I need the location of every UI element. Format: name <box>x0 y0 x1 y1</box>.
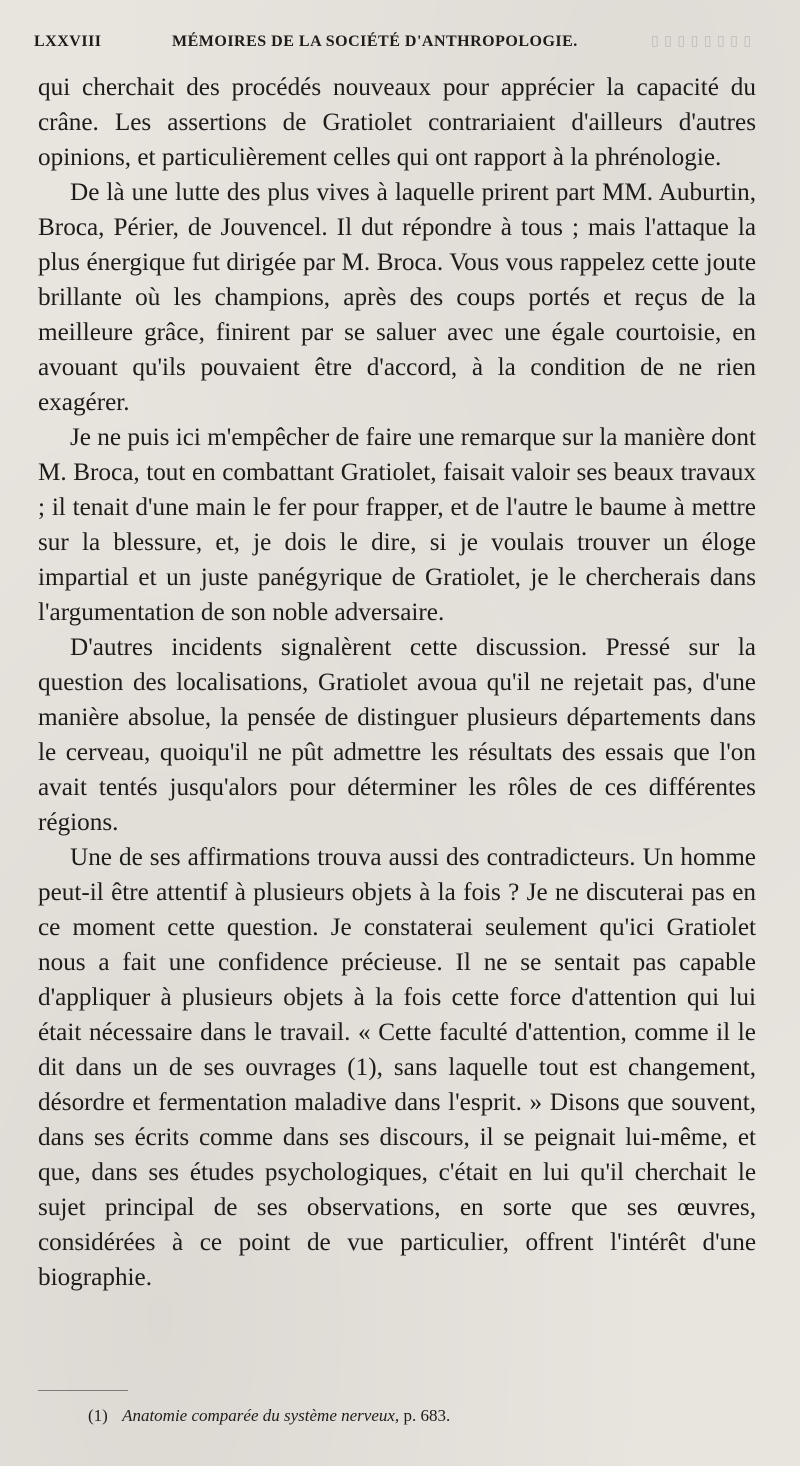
paragraph-5: Une de ses affirmations trouva aussi des contradicteurs. Un homme peut-il être attentif à plusieurs objets à la fois ? Je ne discuterai pas en ce moment cette question. Je constaterai seulement qu'ici Gratiolet nous a fait une confidence précieuse. Il ne se sentait pas capable d'appliquer à plusieurs objets à la fois cette force d'attention qui lui était nécessaire dans le travail. « Cette faculté d'attention, comme il le dit dans un de ses ouvrages (1), sans laquelle tout est changement, désordre et fermentation maladive dans l'esprit. » Disons que souvent, dans ses écrits comme dans ses discours, il se peignait lui-même, et que, dans ses études psychologiques, c'était en lui qu'il cherchait le sujet principal de ses observations, en sorte que ses œuvres, considérées à ce point de vue particulier, offrent l'intérêt d'une biographie. <box>38 844 756 1291</box>
body-text <box>38 70 756 1295</box>
footnote-marker: (1) <box>88 1406 108 1425</box>
running-head <box>34 33 764 57</box>
footnote-page: p. 683. <box>403 1406 451 1425</box>
footnote-rule <box>38 1390 128 1391</box>
show-through-text: ▯ ▯ ▯ ▯ ▯ ▯ ▯ ▯ <box>650 34 752 49</box>
footnote-title: Anatomie comparée du système nerveux, <box>122 1406 400 1425</box>
paragraph-1: qui cherchait des procédés nouveaux pour apprécier la capacité du crâne. Les assertions de Gratiolet contrariaient d'ailleurs d'autres opinions, et particulièrement celles qui ont rapport à la phrénologie. <box>38 74 756 171</box>
paragraph-4: D'autres incidents signalèrent cette discussion. Pressé sur la question des localisations, Gratiolet avoua qu'il ne rejetait pas, d'une manière absolue, la pensée de distinguer plusieurs départements dans le cerveau, quoiqu'il ne pût admettre les résultats des essais que l'on avait tentés jusqu'alors pour déterminer les rôles de ces différentes régions. <box>38 634 756 836</box>
paragraph-2: De là une lutte des plus vives à laquelle prirent part MM. Auburtin, Broca, Périer, de Jouvencel. Il dut répondre à tous ; mais l'attaque la plus énergique fut dirigée par M. Broca. Vous vous rappelez cette joute brillante où les champions, après des coups portés et reçus de la meilleure grâce, finirent par se saluer avec une égale courtoisie, en avouant qu'ils pouvaient être d'accord, à la condition de ne rien exagérer. <box>38 179 756 416</box>
footnote <box>88 1405 450 1427</box>
paragraph-3: Je ne puis ici m'empêcher de faire une remarque sur la manière dont M. Broca, tout en combattant Gratiolet, faisait valoir ses beaux travaux ; il tenait d'une main le fer pour frapper, et de l'autre le baume à mettre sur la blessure, et, je dois le dire, si je voulais trouver un éloge impartial et un juste panégyrique de Gratiolet, je le chercherais dans l'argumentation de son noble adversaire. <box>38 424 756 626</box>
running-title: MÉMOIRES DE LA SOCIÉTÉ D'ANTHROPOLOGIE. <box>172 33 578 50</box>
page-number: LXXVIII <box>34 33 102 50</box>
